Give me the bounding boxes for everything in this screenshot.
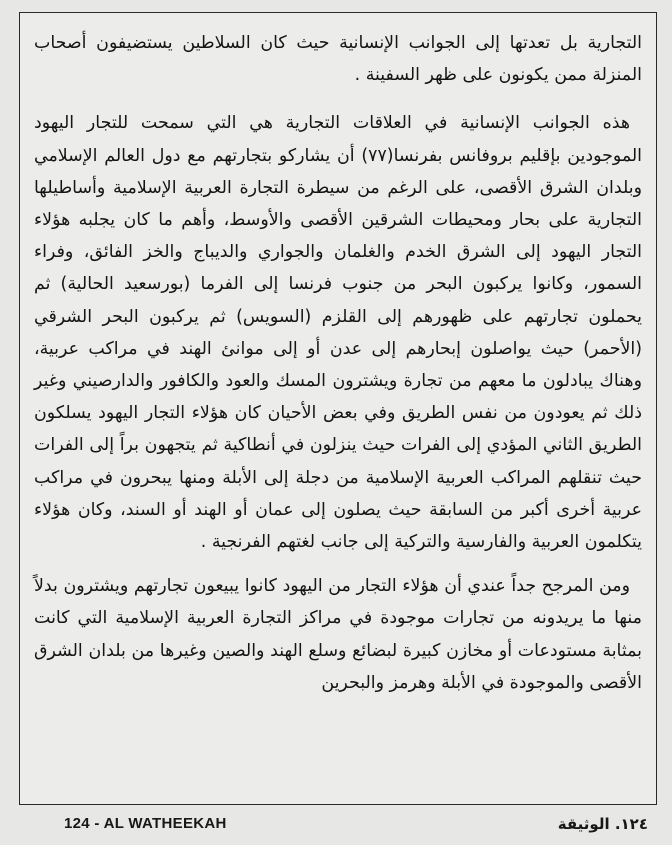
page-footer [0, 810, 672, 840]
paragraph-1: التجارية بل تعدتها إلى الجوانب الإنسانية حيث كان السلاطين يستضيفون أصحاب المنزلة ممن يكونون على ظهر السفينة . [34, 33, 642, 86]
paragraph-3: ومن المرجح جداً عندي أن هؤلاء التجار من اليهود كانوا يبيعون تجارتهم ويشترون بدلاً منها ما يريدونه من تجارات موجودة في مراكز التجارة العربية الإسلامية التي كانت بمثابة مستودعات أو مخازن كبيرة لبضائع وسلع الهند والصين وغيرها من بلدان الشرق الأقصى والموجودة في الأبلة وهرمز والبحرين [34, 576, 642, 693]
article-body [34, 27, 642, 699]
text-frame [19, 12, 657, 805]
paragraph-2: هذه الجوانب الإنسانية في العلاقات التجارية هي التي سمحت للتجار اليهود الموجودين بإقليم بروفانس بفرنسا(٧٧) أن يشاركو بتجارتهم مع دول العالم الإسلامي وبلدان الشرق الأقصى، على الرغم من سيطرة التجارة العربية الإسلامية وأساطيلها التجارية على بحار ومحيطات الشرقين الأقصى والأوسط، وأهم ما كان يجلبه هؤلاء التجار اليهود إلى الشرق الخدم والغلمان والجواري والديباج والخز الفائق، وفراء السمور، وكانوا يركبون البحر من جنوب فرنسا إلى الفرما (بورسعيد الحالية) ثم يحملون تجارتهم على ظهورهم إلى القلزم (السويس) ثم يركبون البحر الشرقي (الأحمر) حيث يواصلون إبحارهم إلى عدن أو إلى موانئ الهند في مراكب عربية، وهناك يبادلون ما معهم من تجارة ويشترون المسك والعود والكافور والدارصيني وغير ذلك ثم يعودون من نفس الطريق وفي بعض الأحيان كان هؤلاء التجار اليهود يسلكون الطريق الثاني المؤدي إلى الفرات حيث ينزلون في أنطاكية ثم يتجهون براً إلى الفرات حيث تنقلهم المراكب العربية الإسلامية من دجلة إلى الأبلة ومنها يبحرون في مراكب عربية أخرى أكبر من السابقة حيث يصلون إلى عمان أو الهند أو السند، وكان هؤلاء يتكلمون العربية والفارسية والتركية إلى جانب لغتهم الفرنجية . [34, 113, 643, 553]
footer-left-title: 124 - AL WATHEEKAH [64, 815, 227, 832]
footer-right-title: ١٢٤. الوثيقة [557, 815, 648, 833]
